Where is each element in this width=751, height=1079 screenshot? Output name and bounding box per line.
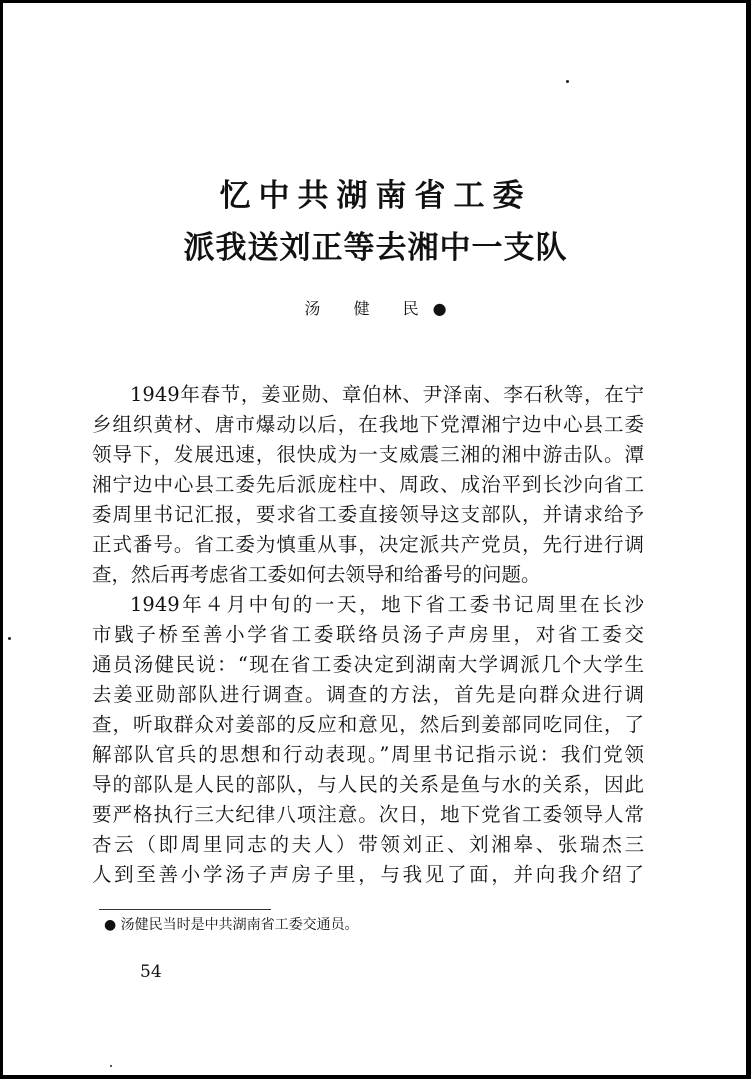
footnote-divider — [99, 909, 271, 910]
scan-border-right — [746, 0, 751, 1079]
body-line: 查，然后再考虑省工委如何去领导和给番号的问题。 — [92, 563, 541, 586]
scan-border-left — [0, 0, 3, 1079]
scan-speck — [566, 80, 569, 83]
body-line: 导的部队是人民的部队，与人民的关系是鱼与水的关系，因此 — [92, 773, 644, 796]
body-line: 1949年春节，姜亚勋、章伯林、尹泽南、李石秋等，在宁 — [130, 383, 644, 406]
body-line: 要严格执行三大纪律八项注意。次日，地下党省工委领导人常 — [92, 803, 644, 826]
body-line: 查，听取群众对姜部的反应和意见，然后到姜部同吃同住，了 — [92, 713, 644, 736]
author-byline — [0, 296, 751, 319]
body-line: 杏云（即周里同志的夫人）带领刘正、刘湘皋、张瑞杰三 — [92, 833, 644, 856]
scan-border-bottom — [0, 1075, 751, 1079]
article-body — [92, 380, 644, 890]
author-name: 汤 健 民 — [304, 299, 433, 318]
title-line-2: 派我送刘正等去湘中一支队 — [183, 230, 568, 266]
body-line: 湘宁边中心县工委先后派庞柱中、周政、成治平到长沙向省工 — [92, 473, 644, 496]
title-line-1: 忆中共湖南省工委 — [219, 178, 532, 214]
body-line: 委周里书记汇报，要求省工委直接领导这支部队，并请求给予 — [92, 503, 644, 526]
scan-speck — [110, 1065, 112, 1067]
page-number: 54 — [140, 962, 162, 982]
footnote: ● 汤健民当时是中共湖南省工委交通员。 — [104, 917, 359, 933]
body-line: 去姜亚勋部队进行调查。调查的方法，首先是向群众进行调 — [92, 683, 644, 706]
body-line: 解部队官兵的思想和行动表现。”周里书记指示说：我们党领 — [92, 743, 644, 766]
body-line: 市戥子桥至善小学省工委联络员汤子声房里，对省工委交 — [92, 623, 644, 646]
body-line: 人到至善小学汤子声房子里，与我见了面，并向我介绍了 — [92, 863, 644, 886]
scan-border-top — [0, 0, 751, 3]
body-line: 领导下，发展迅速，很快成为一支威震三湘的湘中游击队。潭 — [92, 443, 644, 466]
body-line: 正式番号。省工委为慎重从事，决定派共产党员，先行进行调 — [92, 533, 644, 556]
body-line: 1949年４月中旬的一天，地下省工委书记周里在长沙 — [130, 593, 644, 616]
author-footnote-mark: ● — [432, 299, 447, 318]
scan-speck — [8, 637, 11, 640]
body-line: 乡组织黄材、唐市爆动以后，在我地下党潭湘宁边中心县工委 — [92, 413, 644, 436]
body-line: 通员汤健民说：“现在省工委决定到湖南大学调派几个大学生 — [92, 653, 644, 676]
